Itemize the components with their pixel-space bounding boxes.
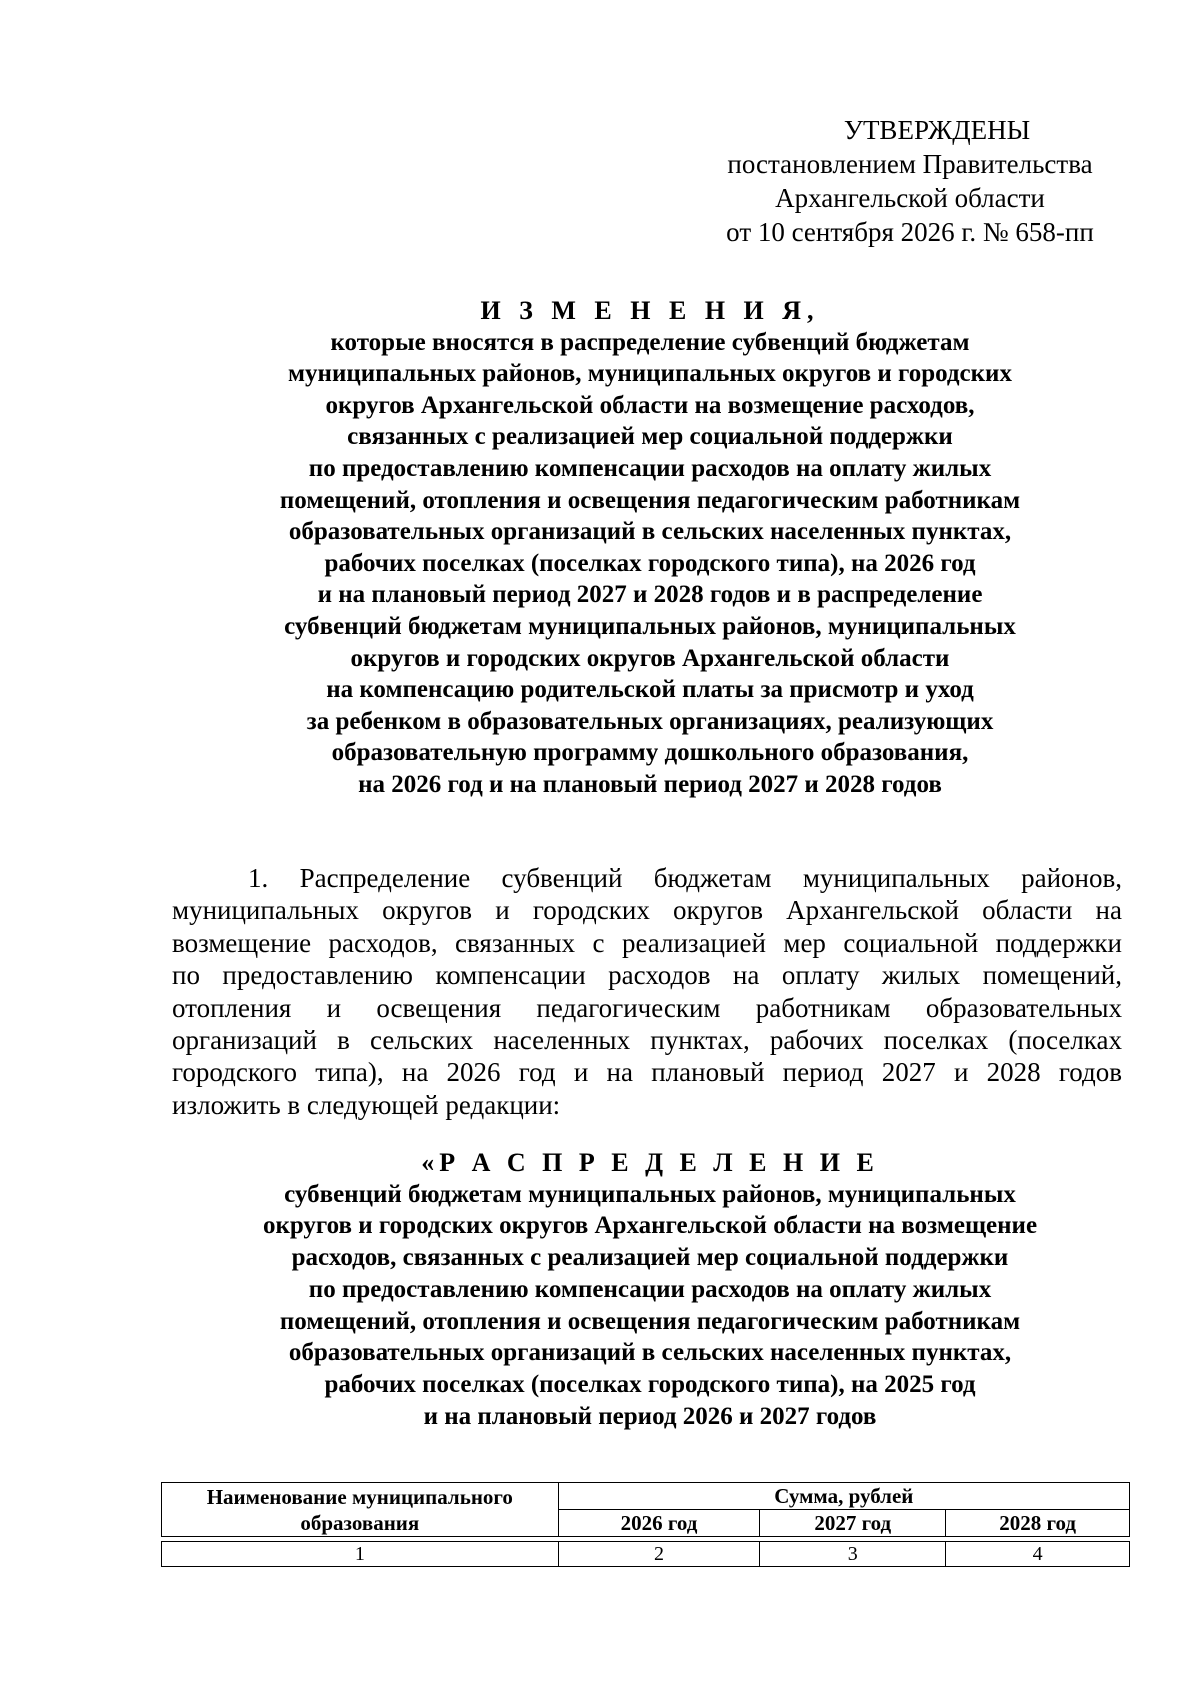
heading-line: на компенсацию родительской платы за присмотр и уход xyxy=(326,676,974,704)
heading-line: которые вносятся в распределение субвенций бюджетам xyxy=(330,328,970,356)
municipality-header-line: образования xyxy=(300,1510,420,1535)
heading-line: на 2026 год и на плановый период 2027 и 2028 годов xyxy=(358,770,942,798)
year-header: 2027 год xyxy=(760,1510,946,1537)
approval-stamp xyxy=(700,113,1120,249)
paragraph-line: 1. Распределение субвенций бюджетам муниципальных районов, xyxy=(248,863,1122,893)
sum-header: Сумма, рублей xyxy=(558,1483,1129,1510)
column-number: 4 xyxy=(946,1542,1130,1567)
changes-title: И З М Е Н Е Н И Я, xyxy=(480,296,820,325)
column-number: 2 xyxy=(558,1542,760,1567)
paragraph-line: организаций в сельских населенных пунктах, рабочих поселках (поселках xyxy=(172,1025,1122,1056)
approval-title: УТВЕРЖДЕНЫ xyxy=(843,115,1031,145)
column-number: 1 xyxy=(162,1542,559,1567)
changes-heading xyxy=(130,295,1170,801)
heading-line: и на плановый период 2026 и 2027 годов xyxy=(423,1402,877,1430)
approval-line: постановлением Правительства xyxy=(727,149,1093,179)
table-numbering-row xyxy=(162,1542,1130,1567)
municipality-header-line: Наименование муниципального xyxy=(206,1484,513,1509)
table-header-row xyxy=(162,1483,1130,1510)
paragraph-line: муниципальных округов и городских округов Архангельской области на xyxy=(172,895,1122,926)
heading-line: по предоставлению компенсации расходов на оплату жилых xyxy=(308,1275,992,1303)
heading-line: за ребенком в образовательных организациях, реализующих xyxy=(306,707,994,735)
heading-line: по предоставлению компенсации расходов на оплату жилых xyxy=(308,454,992,482)
paragraph-line: изложить в следующей редакции: xyxy=(172,1089,561,1120)
heading-line: субвенций бюджетам муниципальных районов, муниципальных xyxy=(284,1180,1016,1208)
heading-line: образовательных организаций в сельских населенных пунктах, xyxy=(288,518,1012,546)
paragraph-line: городского типа), на 2026 год и на плановый период 2027 и 2028 годов xyxy=(172,1057,1122,1088)
year-header: 2028 год xyxy=(946,1510,1130,1537)
heading-line: помещений, отопления и освещения педагогическим работникам xyxy=(279,1307,1021,1335)
heading-line: связанных с реализацией мер социальной поддержки xyxy=(347,423,953,451)
heading-line: округов Архангельской области на возмещение расходов, xyxy=(325,391,975,419)
heading-line: рабочих поселках (поселках городского типа), на 2025 год xyxy=(324,1370,976,1398)
paragraph-line: отопления и освещения педагогическим работникам образовательных xyxy=(172,992,1122,1023)
approval-date-number: от 10 сентября 2026 г. № 658-пп xyxy=(726,217,1094,247)
heading-line: муниципальных районов, муниципальных округов и городских xyxy=(288,360,1012,388)
heading-line: образовательных организаций в сельских населенных пунктах, xyxy=(288,1339,1012,1367)
paragraph-1 xyxy=(172,862,1122,1121)
heading-line: рабочих поселках (поселках городского типа), на 2026 год xyxy=(324,549,976,577)
heading-line: помещений, отопления и освещения педагогическим работникам xyxy=(279,486,1021,514)
distribution-title: «Р А С П Р Е Д Е Л Е Н И Е xyxy=(421,1148,879,1177)
heading-line: субвенций бюджетам муниципальных районов, муниципальных xyxy=(284,612,1016,640)
paragraph-line: по предоставлению компенсации расходов на оплату жилых помещений, xyxy=(172,960,1122,991)
column-number: 3 xyxy=(760,1542,946,1567)
heading-line: образовательную программу дошкольного образования, xyxy=(331,739,969,767)
municipality-name-header xyxy=(162,1483,559,1537)
paragraph-line: возмещение расходов, связанных с реализацией мер социальной поддержки xyxy=(172,927,1122,958)
distribution-heading xyxy=(130,1147,1170,1432)
heading-line: и на плановый период 2027 и 2028 годов и в распределение xyxy=(317,581,983,609)
heading-line: округов и городских округов Архангельской области на возмещение xyxy=(262,1212,1038,1240)
distribution-table xyxy=(161,1482,1130,1567)
heading-line: округов и городских округов Архангельской области xyxy=(350,644,950,672)
approval-line: Архангельской области xyxy=(775,183,1045,213)
year-header: 2026 год xyxy=(558,1510,760,1537)
heading-line: расходов, связанных с реализацией мер социальной поддержки xyxy=(291,1244,1009,1272)
